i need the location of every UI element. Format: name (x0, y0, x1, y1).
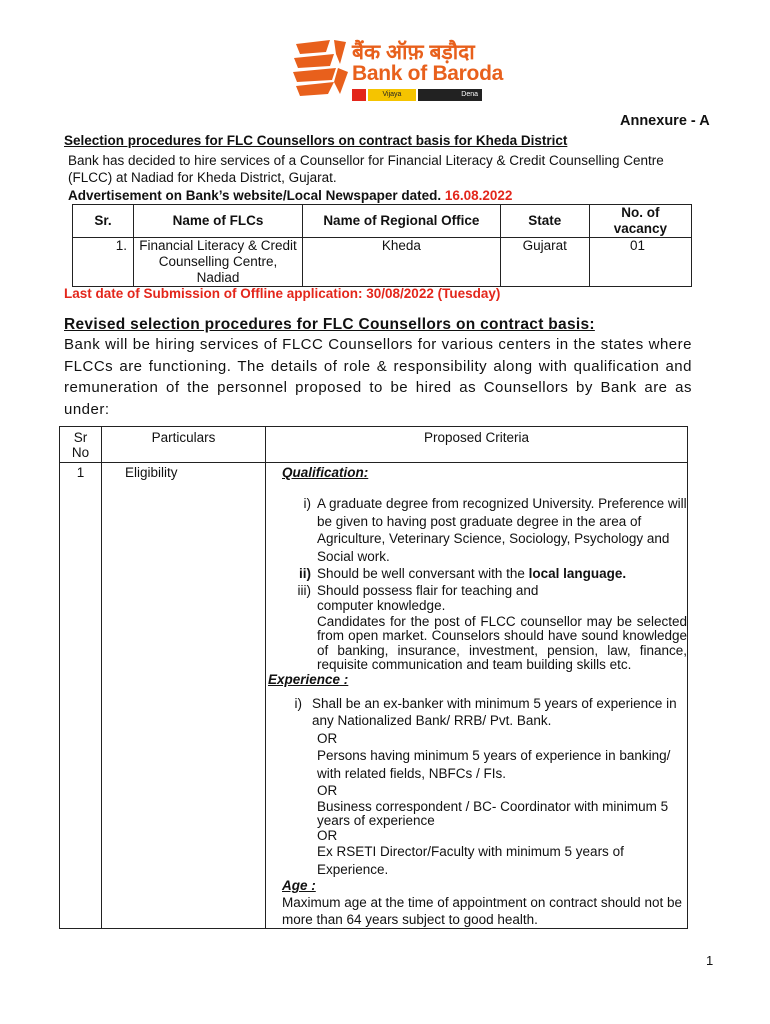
criteria-row-eligibility (60, 463, 688, 929)
qualification-item-2-bold: local language. (528, 566, 627, 581)
header-flc-name: Name of FLCs (134, 205, 303, 238)
logo-hindi-text: बैंक ऑफ़ बड़ौदा (352, 41, 475, 64)
strip-yellow-block: Vijaya (368, 89, 416, 101)
qualification-item-1-num: i) (303, 496, 311, 511)
vacancy-table-header (73, 205, 692, 238)
age-title: Age : (282, 878, 316, 893)
age-text: Maximum age at the time of appointment on contract should not be more than 64 years subject to good health. (282, 895, 682, 927)
experience-or-1-text: OR (317, 730, 338, 746)
selection-heading: Selection procedures for FLC Counsellors on contract basis for Kheda District (64, 133, 568, 148)
page-number: 1 (706, 953, 714, 968)
experience-title: Experience : (268, 671, 349, 687)
qualification-item-2 (266, 565, 687, 583)
qualification-item-3-text: Should possess flair for teaching and computer knowledge. (317, 582, 539, 613)
strip-red-block (352, 89, 366, 101)
bank-of-baroda-sun-icon (290, 36, 352, 104)
criteria-table-header (60, 427, 688, 463)
experience-or-2 (266, 782, 687, 800)
advertisement-line (68, 188, 512, 203)
cell-flc-name: Financial Literacy & Credit Counselling Centre, Nadiad (134, 238, 303, 287)
experience-item-2 (266, 747, 687, 782)
qualification-note-text: Candidates for the post of FLCC counsellor may be selected from open market. Counselors should have sound knowledge of banking, insurance, investment, pension, law, finance, requisite communication and team building skills etc. (317, 613, 687, 672)
experience-item-3 (266, 800, 687, 829)
experience-or-2-text: OR (317, 783, 338, 798)
header-vacancy: No. of vacancy (589, 205, 691, 238)
criteria-table (59, 426, 688, 929)
header-state: State (500, 205, 589, 238)
intro-paragraph: Bank has decided to hire services of a Counsellor for Financial Literacy & Credit Counselling Centre (FLCC) at Nadiad for Kheda District, Gujarat. (68, 153, 664, 185)
header-sr: Sr. (73, 205, 134, 238)
qualification-note (266, 615, 687, 673)
experience-item-3-text: Business correspondent / BC- Coordinator with minimum 5 years of experience (317, 798, 669, 828)
qualification-item-2-text (317, 565, 687, 583)
experience-item-1 (266, 695, 687, 730)
qualification-item-2-pre: Should be well conversant with the (317, 566, 529, 581)
advertisement-label: Advertisement on Bank’s website/Local Newspaper dated. (68, 188, 442, 203)
cell-sr: 1. (73, 238, 134, 287)
last-date-notice: Last date of Submission of Offline application: 30/08/2022 (Tuesday) (64, 286, 501, 301)
vacancy-table (72, 204, 692, 287)
experience-or-1 (266, 730, 687, 748)
bank-logo (290, 36, 503, 108)
experience-item-1-num: i) (294, 695, 302, 711)
experience-item-4-text: Ex RSETI Director/Faculty with minimum 5 years of Experience. (317, 844, 624, 877)
experience-item-1-text (312, 695, 687, 730)
cell-vacancy: 01 (589, 238, 691, 287)
cell-criteria (266, 463, 688, 929)
qualification-item-1-text: A graduate degree from recognized University. Preference will be given to having post graduate degree in the area of Agriculture, Veterinary Science, Sociology, Psychology and Social work. (317, 496, 687, 564)
qualification-item-1 (266, 495, 687, 565)
header-sr-no (60, 427, 102, 463)
qualification-item-3-num: iii) (297, 582, 311, 598)
header-particulars: Particulars (102, 427, 266, 463)
header-regional-office: Name of Regional Office (302, 205, 500, 238)
experience-or-3-text: OR (317, 827, 338, 843)
strip-dark-block: Dena (418, 89, 482, 101)
experience-item-2-text: Persons having minimum 5 years of experience in banking/ with related fields, NBFCs / FIs. (317, 748, 671, 781)
header-sr-no-text: Sr No (71, 430, 90, 460)
cell-state: Gujarat (500, 238, 589, 287)
experience-item-4 (266, 843, 687, 878)
annexure-label: Annexure - A (620, 113, 710, 129)
qualification-title: Qualification: (282, 465, 369, 480)
vacancy-table-row (73, 238, 692, 287)
advertisement-date: 16.08.2022 (444, 188, 513, 203)
logo-english-text: Bank of Baroda (352, 62, 503, 85)
experience-item-1-content: Shall be an ex-banker with minimum 5 years of experience in any Nationalized Bank/ RRB/ Pvt. Bank. (312, 695, 677, 728)
revised-paragraph: Bank will be hiring services of FLCC Counsellors for various centers in the states where FLCCs are functioning. The details of role & responsibility along with qualification and remuneration of the personnel proposed to be hired as Counsellors by Bank are as under: (64, 336, 692, 418)
qualification-item-3 (266, 583, 687, 613)
logo-merger-strip (352, 89, 482, 101)
header-proposed-criteria: Proposed Criteria (266, 427, 688, 463)
qualification-item-2-num: ii) (299, 566, 311, 581)
cell-particular: Eligibility (102, 463, 266, 929)
cell-row-sr: 1 (60, 463, 102, 929)
revised-heading: Revised selection procedures for FLC Counsellors on contract basis: (64, 316, 595, 333)
experience-or-3 (266, 829, 687, 844)
cell-regional-office: Kheda (302, 238, 500, 287)
